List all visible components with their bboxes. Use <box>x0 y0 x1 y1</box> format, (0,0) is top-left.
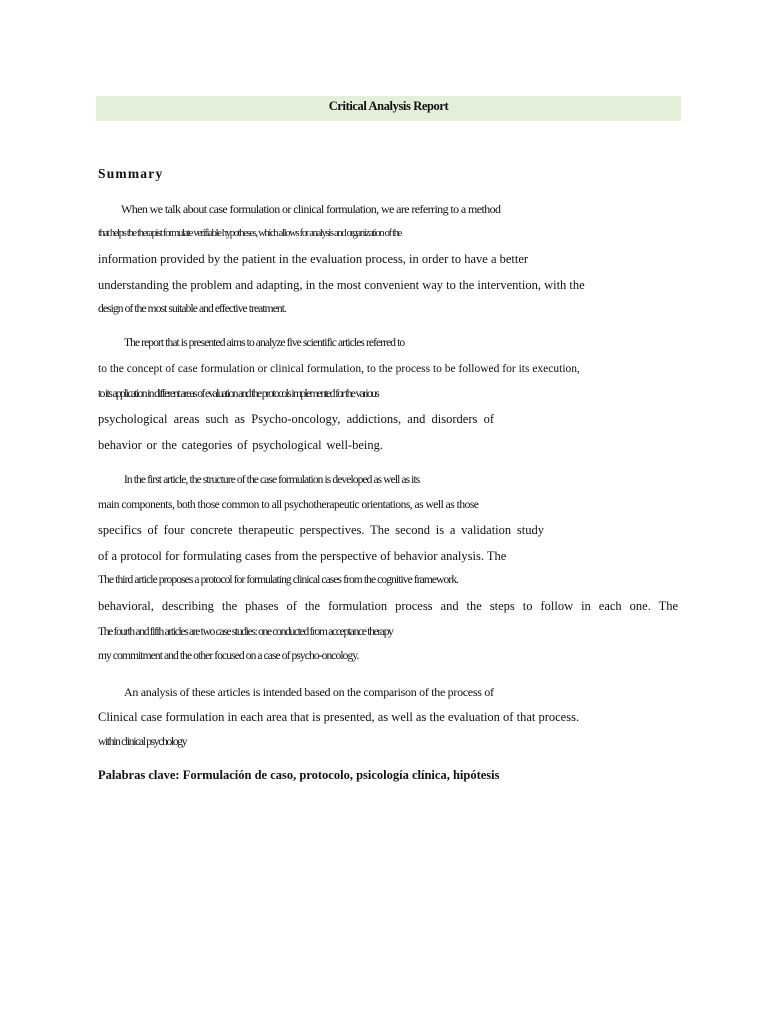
paragraph-line: within clinical psychology <box>98 736 187 748</box>
paragraph-line: specifics of four concrete therapeutic perspectives. The second is a validation study <box>98 523 544 537</box>
paragraph-line: The fourth and fifth articles are two case studies: one conducted from acceptance therapy <box>98 626 393 638</box>
paragraph-line: When we talk about case formulation or clinical formulation, we are referring to a method <box>121 202 501 216</box>
paragraph-line: my commitment and the other focused on a case of psycho-oncology. <box>98 650 359 662</box>
paragraph-line: to the concept of case formulation or clinical formulation, to the process to be followed for its execution, <box>98 363 580 375</box>
document-title: Critical Analysis Report <box>328 99 449 113</box>
paragraph-line: The report that is presented aims to analyze five scientific articles referred to <box>124 337 405 349</box>
paragraph-line: psychological areas such as Psycho-oncology, addictions, and disorders of <box>98 412 494 426</box>
paragraph-line: behavior or the categories of psychological well-being. <box>98 438 383 452</box>
paragraph-line: In the first article, the structure of the case formulation is developed as well as its <box>124 474 420 486</box>
paragraph-line: Clinical case formulation in each area that is presented, as well as the evaluation of that process. <box>98 710 580 724</box>
paragraph-line: main components, both those common to all psychotherapeutic orientations, as well as those <box>98 499 479 511</box>
title-banner <box>96 96 681 121</box>
paragraph-line: understanding the problem and adapting, in the most convenient way to the intervention, with the <box>98 278 585 292</box>
paragraph-line: An analysis of these articles is intended based on the comparison of the process of <box>124 685 494 699</box>
paragraph-line: behavioral, describing the phases of the formulation process and the steps to follow in each one. The <box>98 599 678 613</box>
paragraph-line: of a protocol for formulating cases from the perspective of behavior analysis. The <box>98 549 507 563</box>
keywords-line: Palabras clave: Formulación de caso, protocolo, psicología clínica, hipótesis <box>98 768 500 782</box>
paragraph-line: design of the most suitable and effective treatment. <box>98 303 287 315</box>
paragraph-line: The third article proposes a protocol for formulating clinical cases from the cognitive framework. <box>98 574 459 586</box>
paragraph-line: information provided by the patient in the evaluation process, in order to have a better <box>98 252 529 266</box>
paragraph-line: to its application in different areas of evaluation and the protocols implemented for the various <box>98 388 379 400</box>
paragraph-line: that helps the therapist formulate verifiable hypotheses, which allows for analysis and organization of the <box>98 228 402 239</box>
section-heading: Summary <box>98 166 164 181</box>
